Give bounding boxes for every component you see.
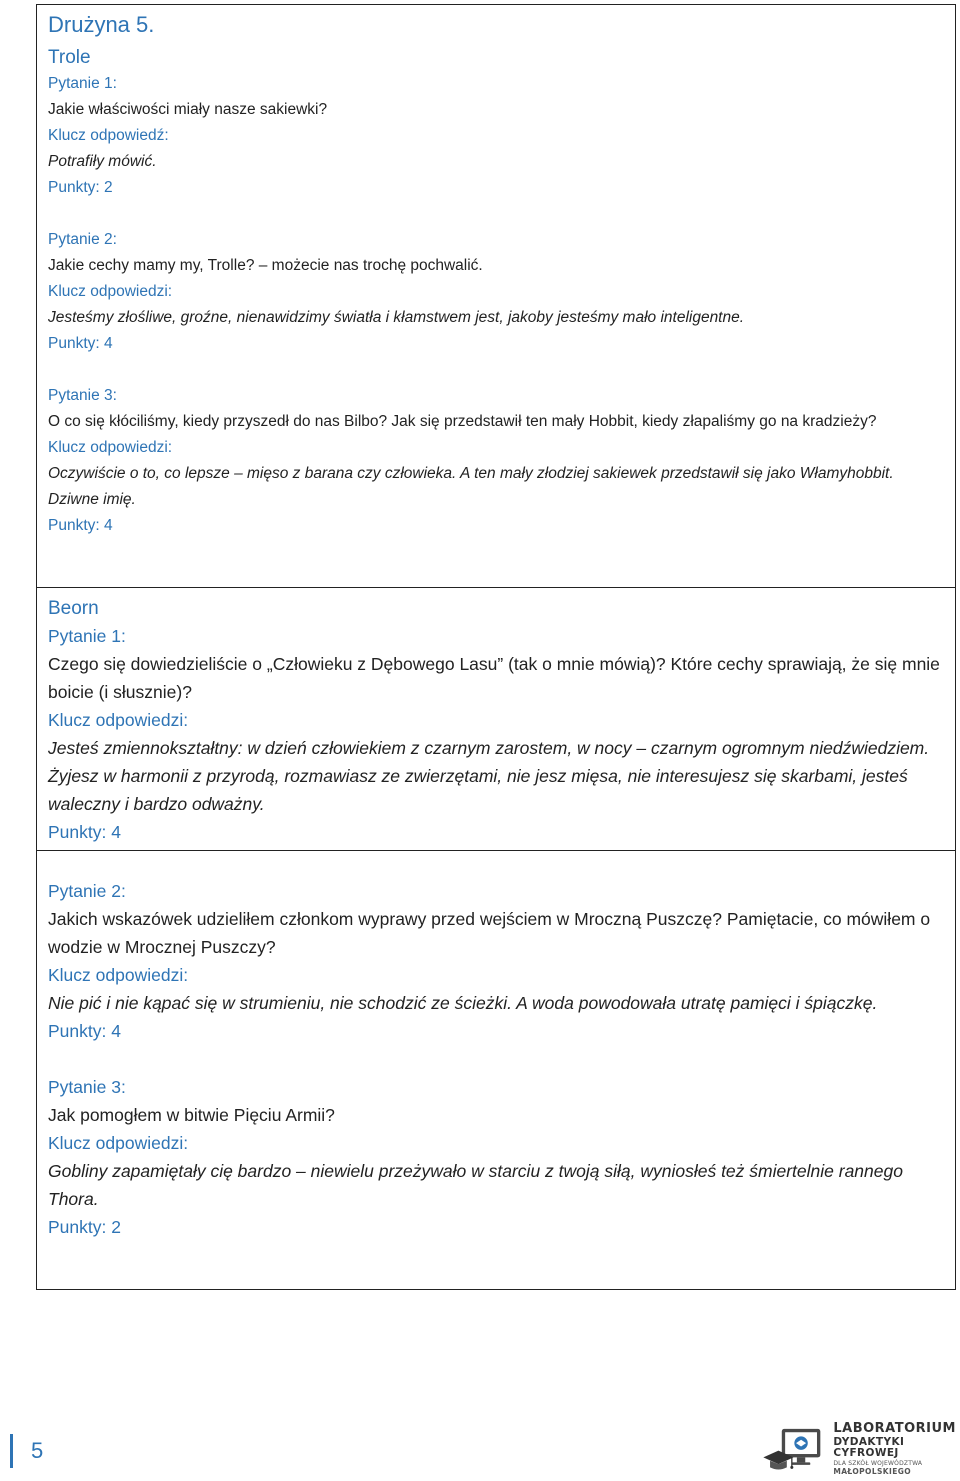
logo-line-3: DLA SZKÓŁ WOJEWÓDZTWA	[833, 1460, 923, 1468]
beorn-question-2	[48, 877, 941, 1045]
answer-text: Gobliny zapamiętały cię bardzo – niewielu przeżywało w starciu z twoją siłą, wyniosłeś też śmiertelnie rannego Thora.	[48, 1161, 903, 1209]
question-label: Pytanie 1:	[48, 626, 126, 646]
question-text: Jak pomogłem w bitwie Pięciu Armii?	[48, 1105, 335, 1125]
question-label: Pytanie 1:	[48, 75, 117, 92]
section-title-beorn: Beorn	[48, 598, 99, 619]
question-label: Pytanie 2:	[48, 231, 117, 248]
points: Punkty: 4	[48, 822, 121, 842]
question-text: Jakich wskazówek udzieliłem członkom wyprawy przed wejściem w Mroczną Puszczę? Pamiętacie, co mówiłem o wodzie w Mrocznej Puszczy?	[48, 909, 931, 957]
team-table	[36, 4, 956, 1290]
answer-key-label: Klucz odpowiedzi:	[48, 283, 173, 300]
beorn-cell-2	[37, 851, 955, 1289]
beorn-question-3	[48, 1073, 941, 1241]
laboratorium-logo	[760, 1420, 956, 1478]
logo-line-1: LABORATORIUM	[833, 1421, 956, 1437]
answer-text: Oczywiście o to, co lepsze – mięso z barana czy człowieka. A ten mały złodziej sakiewek przedstawił się jako Włamyhobbit. Dziwne imię.	[48, 465, 894, 508]
points: Punkty: 2	[48, 179, 113, 196]
question-label: Pytanie 3:	[48, 387, 117, 404]
logo-line-2: DYDAKTYKI CYFROWEJ	[833, 1436, 905, 1459]
page-number-accent	[10, 1434, 13, 1468]
section-title-trole: Trole	[48, 47, 91, 68]
answer-text: Nie pić i nie kąpać się w strumieniu, nie schodzić ze ścieżki. A woda powodowała utratę pamięci i śpiączkę.	[48, 993, 878, 1013]
trole-question-1	[48, 71, 941, 201]
answer-key-label: Klucz odpowiedzi:	[48, 965, 189, 985]
answer-text: Jesteśmy złośliwe, groźne, nienawidzimy światła i kłamstwem jest, jakoby jesteśmy mało inteligentne.	[48, 309, 745, 326]
computer-graduation-icon	[760, 1421, 825, 1477]
question-text: Jakie właściwości miały nasze sakiewki?	[48, 101, 328, 118]
points: Punkty: 4	[48, 335, 113, 352]
answer-text: Potrafiły mówić.	[48, 153, 157, 170]
logo-line-4: MAŁOPOLSKIEGO	[833, 1467, 912, 1477]
team-title: Drużyna 5.	[48, 12, 155, 37]
points: Punkty: 4	[48, 1021, 121, 1041]
trole-cell	[37, 5, 955, 588]
question-label: Pytanie 2:	[48, 881, 126, 901]
answer-key-label: Klucz odpowiedzi:	[48, 710, 189, 730]
question-text: Czego się dowiedzieliście o „Człowieku z Dębowego Lasu” (tak o mnie mówią)? Które cechy sprawiają, że się mnie boicie (i słusznie)?	[48, 654, 940, 702]
question-text: O co się kłóciliśmy, kiedy przyszedł do nas Bilbo? Jak się przedstawił ten mały Hobbit, kiedy złapaliśmy go na kradzieży?	[48, 413, 877, 430]
points: Punkty: 2	[48, 1217, 121, 1237]
answer-key-label: Klucz odpowiedzi:	[48, 1133, 189, 1153]
page-number: 5	[31, 1438, 44, 1463]
answer-text: Jesteś zmiennokształtny: w dzień człowiekiem z czarnym zarostem, w nocy – czarnym ogromnym niedźwiedziem. Żyjesz w harmonii z przyrodą, rozmawiasz ze zwierzętami, nie jesz mięsa, nie interesujesz się skarbami, jesteś waleczny i bardzo odważny.	[48, 738, 930, 814]
beorn-cell-1	[37, 588, 955, 851]
page-footer	[10, 1432, 43, 1470]
question-text: Jakie cechy mamy my, Trolle? – możecie nas trochę pochwalić.	[48, 257, 483, 274]
question-label: Pytanie 3:	[48, 1077, 126, 1097]
logo-text	[833, 1422, 956, 1476]
points: Punkty: 4	[48, 517, 113, 534]
trole-question-2	[48, 227, 941, 357]
answer-key-label: Klucz odpowiedzi:	[48, 439, 173, 456]
trole-question-3	[48, 383, 941, 539]
beorn-question-1	[48, 622, 941, 846]
answer-key-label: Klucz odpowiedź:	[48, 127, 169, 144]
